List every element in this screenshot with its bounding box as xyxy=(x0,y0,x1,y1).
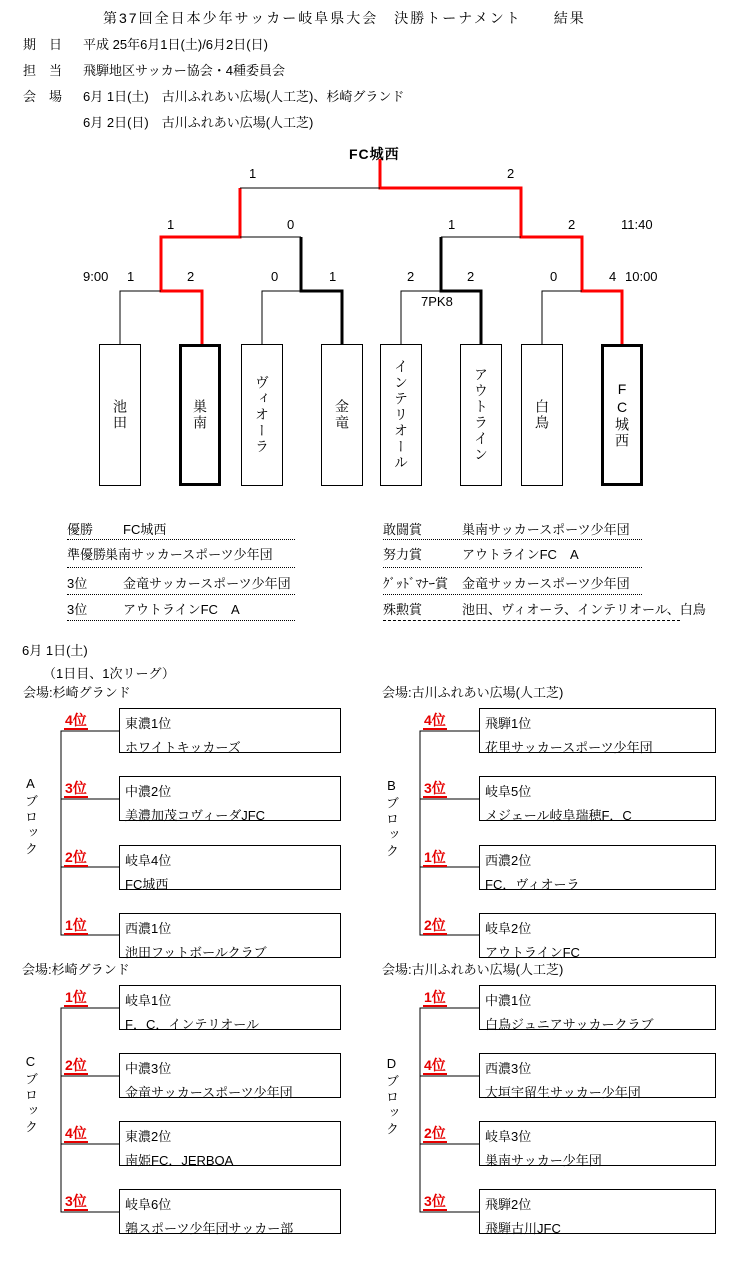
seed-text: 中濃3位 xyxy=(125,1061,172,1076)
qf-time-right: 10:00 xyxy=(625,269,658,284)
venue-value-day2: 6月 2日(日) 古川ふれあい広場(人工芝) xyxy=(83,115,314,130)
team-box: FC城西 xyxy=(601,344,643,486)
qf4-score-left: 0 xyxy=(550,269,558,284)
venue-value-day1: 6月 1日(土) 古川ふれあい広場(人工芝)、杉崎グランド xyxy=(83,89,405,104)
league-team-box xyxy=(119,1121,341,1166)
organizer-value: 飛騨地区サッカー協会・4種委員会 xyxy=(83,63,285,78)
block-d-spine xyxy=(420,1008,479,1212)
league-team-box xyxy=(479,845,716,890)
sf1-score-right: 0 xyxy=(287,217,295,232)
rank-badge: 3位 xyxy=(65,1193,87,1209)
award-value: アウトラインFC A xyxy=(462,547,579,562)
result-value: 金竜サッカースポーツ少年団 xyxy=(123,576,291,591)
rank-badge: 2位 xyxy=(424,917,446,933)
qf1-score-right: 2 xyxy=(187,269,195,284)
result-value: 巣南サッカースポーツ少年団 xyxy=(105,547,273,562)
league-team-box xyxy=(479,1189,716,1234)
seed-text: 岐阜6位 xyxy=(125,1197,172,1212)
league-team-box xyxy=(479,1121,716,1166)
result-label: 3位 xyxy=(67,602,88,617)
award-label: 殊勲賞 xyxy=(383,602,423,617)
seed-text: 飛騨2位 xyxy=(485,1197,532,1212)
qf2-loser-line xyxy=(262,291,301,344)
team-text: 鶉スポーツ少年団サッカー部 xyxy=(125,1221,294,1236)
block-a-spine xyxy=(61,731,119,935)
seed-text: 岐阜1位 xyxy=(125,993,172,1008)
qf-time-left: 9:00 xyxy=(83,269,109,284)
seed-text: 岐阜5位 xyxy=(485,784,532,799)
award-label: 敢闘賞 xyxy=(383,522,423,537)
league-team-box xyxy=(479,708,716,753)
team-box: 巣南 xyxy=(179,344,221,486)
award-value: 巣南サッカースポーツ少年団 xyxy=(462,522,630,537)
league-team-box xyxy=(119,1053,341,1098)
pk-result: 7PK8 xyxy=(421,294,453,309)
block-b-label: Bブロック xyxy=(384,778,399,860)
team-text: メジェール岐阜瑞穂F．C xyxy=(485,808,632,823)
champion-path-line xyxy=(380,159,622,344)
team-text: FC城西 xyxy=(125,877,169,892)
team-text: 美濃加茂コヴィーダJFC xyxy=(125,808,266,823)
result-label: 準優勝 xyxy=(67,547,107,562)
block-c-venue: 会場:杉崎グランド xyxy=(22,962,130,977)
sf2-score-right: 2 xyxy=(568,217,576,232)
seed-text: 東濃2位 xyxy=(125,1129,172,1144)
rank-badge: 1位 xyxy=(65,989,87,1005)
rank-badge: 2位 xyxy=(65,1057,87,1073)
block-c-label: Cブロック xyxy=(23,1054,38,1136)
seed-text: 岐阜2位 xyxy=(485,921,532,936)
day1-note: （1日目、1次リーグ） xyxy=(43,666,175,681)
qf3-score-left: 2 xyxy=(407,269,415,284)
league-team-box xyxy=(119,1189,341,1234)
rank-badge: 4位 xyxy=(424,712,446,728)
day1-date: 6月 1日(土) xyxy=(22,643,88,658)
rank-badge: 3位 xyxy=(424,780,446,796)
rank-badge: 4位 xyxy=(424,1057,446,1073)
divider xyxy=(67,594,295,595)
qf3-score-right: 2 xyxy=(467,269,475,284)
qf4-loser-line xyxy=(542,291,582,344)
rank-badge: 4位 xyxy=(65,1125,87,1141)
rank-badge: 4位 xyxy=(65,712,87,728)
divider xyxy=(383,567,642,568)
team-box: インテリオール xyxy=(380,344,422,486)
block-b-venue: 会場:古川ふれあい広場(人工芝) xyxy=(382,685,564,700)
qf2-score-left: 0 xyxy=(271,269,279,284)
seed-text: 西濃2位 xyxy=(485,853,532,868)
runnerup-path-line xyxy=(161,188,240,344)
champion-label: FC城西 xyxy=(349,146,400,162)
seed-text: 西濃1位 xyxy=(125,921,172,936)
rank-badge: 1位 xyxy=(65,917,87,933)
date-value: 平成 25年6月1日(土)/6月2日(日) xyxy=(83,37,268,52)
rank-badge: 1位 xyxy=(424,989,446,1005)
sf2-score-left: 1 xyxy=(448,217,456,232)
result-value: FC城西 xyxy=(123,522,167,537)
organizer-label: 担 当 xyxy=(23,63,63,78)
league-team-box xyxy=(119,985,341,1030)
league-team-box xyxy=(119,913,341,958)
qf2-score-right: 1 xyxy=(329,269,337,284)
divider xyxy=(383,594,642,595)
divider xyxy=(383,620,680,621)
rank-badge: 2位 xyxy=(65,849,87,865)
seed-text: 東濃1位 xyxy=(125,716,172,731)
team-text: F．C．インテリオール xyxy=(125,1017,259,1032)
seed-text: 中濃2位 xyxy=(125,784,172,799)
semifinalist-path-line xyxy=(301,237,342,344)
team-text: 花里サッカースポーツ少年団 xyxy=(485,740,653,755)
team-box: 白鳥 xyxy=(521,344,563,486)
rank-badge: 1位 xyxy=(424,849,446,865)
league-team-box xyxy=(479,985,716,1030)
seed-text: 西濃3位 xyxy=(485,1061,532,1076)
team-text: ホワイトキッカーズ xyxy=(125,740,241,755)
team-text: アウトラインFC xyxy=(485,945,580,960)
rank-badge: 2位 xyxy=(424,1125,446,1141)
seed-text: 中濃1位 xyxy=(485,993,532,1008)
result-value: アウトラインFC A xyxy=(123,602,240,617)
block-a-label: Aブロック xyxy=(23,776,38,858)
team-text: FC．ヴィオーラ xyxy=(485,877,580,892)
block-d-venue: 会場:古川ふれあい広場(人工芝) xyxy=(382,962,564,977)
final-score-left: 1 xyxy=(249,166,257,181)
award-label: 努力賞 xyxy=(383,547,423,562)
sf-time: 11:40 xyxy=(621,217,653,232)
award-value: 金竜サッカースポーツ少年団 xyxy=(462,576,630,591)
award-value: 池田、ヴィオーラ、インテリオール、白鳥 xyxy=(462,602,706,617)
final-score-right: 2 xyxy=(507,166,515,181)
divider xyxy=(383,539,642,540)
league-team-box xyxy=(479,776,716,821)
league-team-box xyxy=(119,776,341,821)
block-b-spine xyxy=(420,731,479,935)
venue-label: 会 場 xyxy=(23,89,63,104)
date-label: 期 日 xyxy=(23,37,63,52)
award-label: ｸﾞｯﾄﾞﾏﾅｰ賞 xyxy=(383,576,449,591)
team-text: 池田フットボールクラブ xyxy=(125,945,267,960)
team-text: 飛騨古川JFC xyxy=(485,1221,561,1236)
league-team-box xyxy=(119,708,341,753)
seed-text: 飛騨1位 xyxy=(485,716,532,731)
divider xyxy=(67,567,295,568)
team-text: 巣南サッカー少年団 xyxy=(485,1153,602,1168)
seed-text: 岐阜3位 xyxy=(485,1129,532,1144)
page-title: 第37回全日本少年サッカー岐阜県大会 決勝トーナメント 結果 xyxy=(103,10,586,26)
result-label: 3位 xyxy=(67,576,88,591)
qf4-score-right: 4 xyxy=(609,269,617,284)
team-text: 金竜サッカースポーツ少年団 xyxy=(125,1085,293,1100)
league-team-box xyxy=(119,845,341,890)
divider xyxy=(67,620,295,621)
block-d-label: Dブロック xyxy=(384,1056,399,1138)
league-team-box xyxy=(479,1053,716,1098)
result-label: 優勝 xyxy=(67,522,94,537)
seed-text: 岐阜4位 xyxy=(125,853,172,868)
team-text: 大垣宇留生サッカー少年団 xyxy=(485,1085,641,1100)
team-text: 南姫FC．JERBOA xyxy=(125,1153,234,1168)
team-box: 池田 xyxy=(99,344,141,486)
qf1-score-left: 1 xyxy=(127,269,135,284)
block-c-spine xyxy=(61,1008,119,1212)
team-box: アウトライン xyxy=(460,344,502,486)
team-text: 白鳥ジュニアサッカークラブ xyxy=(485,1017,654,1032)
semifinalist-path-line xyxy=(441,237,481,344)
rank-badge: 3位 xyxy=(65,780,87,796)
league-team-box xyxy=(479,913,716,958)
block-a-venue: 会場:杉崎グランド xyxy=(23,685,131,700)
team-box: ヴィオーラ xyxy=(241,344,283,486)
qf1-loser-line xyxy=(120,291,161,344)
team-box: 金竜 xyxy=(321,344,363,486)
sf1-score-left: 1 xyxy=(167,217,175,232)
divider xyxy=(67,539,295,540)
rank-badge: 3位 xyxy=(424,1193,446,1209)
